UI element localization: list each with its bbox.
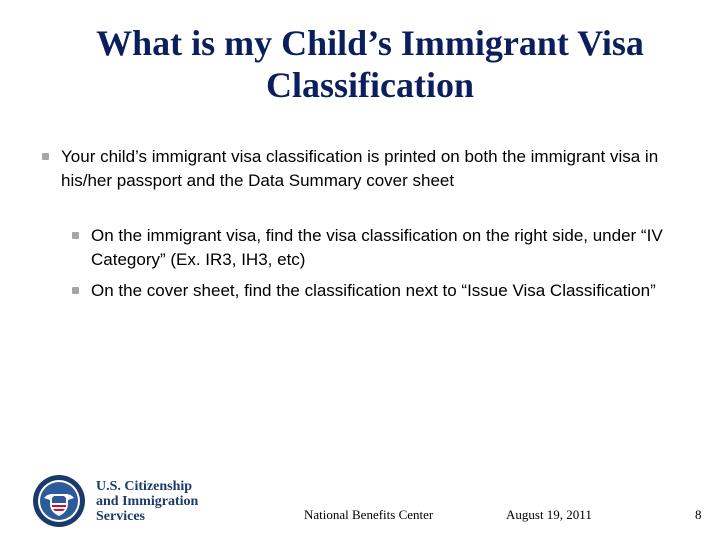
bullet-square-icon — [42, 153, 49, 160]
sub-bullet-text: On the immigrant visa, find the visa classification on the right side, under “IV Category” (Ex. IR3, IH3, etc) — [91, 226, 663, 269]
footer-date: August 19, 2011 — [506, 507, 592, 522]
logo-line: and Immigration — [96, 493, 199, 509]
slide-title: What is my Child’s Immigrant Visa Classification — [96, 23, 644, 105]
logo-line: U.S. Citizenship — [96, 478, 193, 494]
sub-bullet-item-2 — [72, 279, 692, 303]
footer-organization: National Benefits Center — [304, 507, 434, 522]
bullet-square-icon — [72, 287, 79, 294]
uscis-wordmark — [96, 479, 198, 524]
sub-bullet-item-1 — [72, 224, 692, 272]
page-number: 8 — [695, 507, 702, 522]
sub-bullet-text: On the cover sheet, find the classification next to “Issue Visa Classification” — [91, 281, 656, 300]
bullet-square-icon — [72, 232, 79, 239]
uscis-logo — [32, 474, 198, 528]
bullet-item-1 — [42, 145, 662, 193]
dhs-seal-icon — [32, 474, 86, 528]
bullet-text: Your child’s immigrant visa classification is printed on both the immigrant visa in his/her passport and the Data Summary cover sheet — [61, 147, 659, 190]
logo-line: Services — [96, 508, 145, 524]
